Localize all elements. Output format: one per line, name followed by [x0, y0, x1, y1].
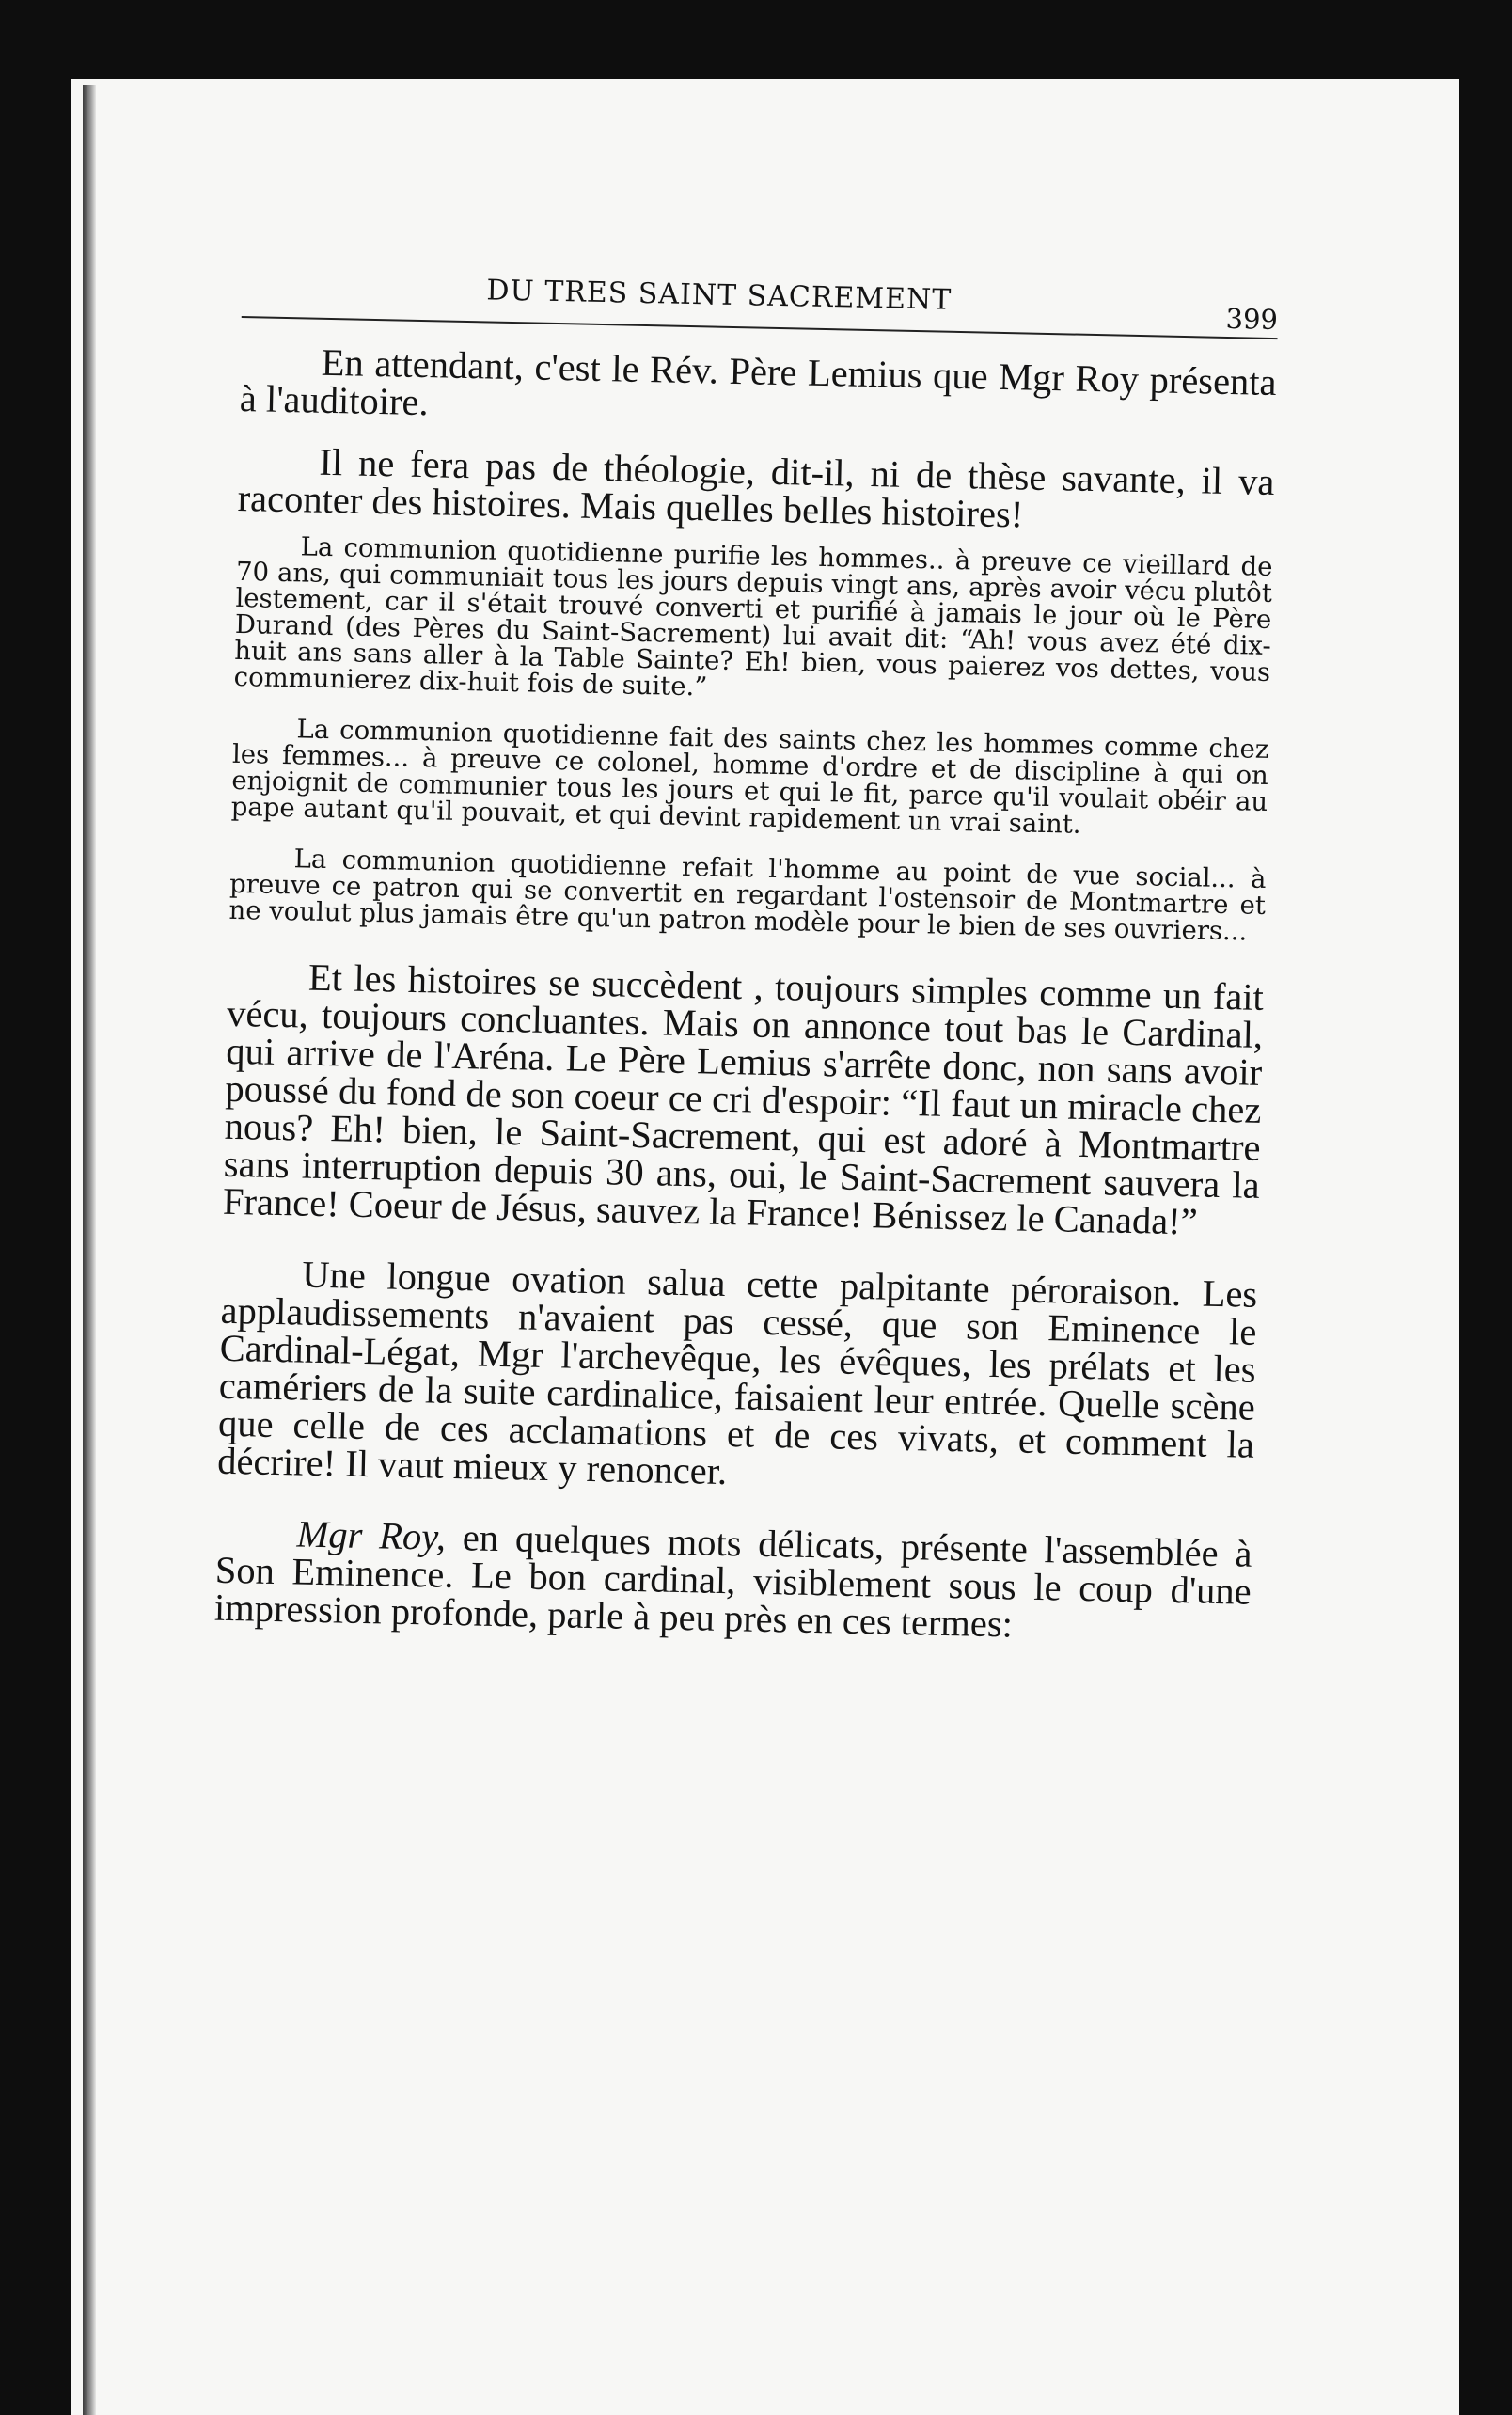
book-page	[214, 261, 1279, 1649]
paragraph: Il ne fera pas de théologie, dit-il, ni de thèse savante, il va raconter des histoires. Mais quelles belles histoires!	[237, 440, 1275, 536]
page-number: 399	[1225, 302, 1279, 337]
quoted-paragraph: La communion quotidienne fait des saints chez les hommes comme chez les femmes... à preuve ce colonel, homme d'ordre et de discipline à qui on enjoignit de communier tous les jours et qui le fit, parce qu'il voulait obéir au pape autant qu'il pouvait, et qui devint rapidement un vrai saint.	[230, 714, 1269, 840]
running-head: DU TRES SAINT SACREMENT	[486, 274, 953, 317]
paragraph: Et les histoires se succèdent , toujours simples comme un fait vécu, toujours concluantes. Mais on annonce tout bas le Cardinal, qui arrive de l'Aréna. Le Père Lemius s'arrête donc, non sans avoir poussé du fond de son coeur ce cri d'espoir: “Il faut un miracle chez nous? Eh! bien, le Saint-Sacrement, qui est adoré à Montmartre sans interruption depuis 30 ans, oui, le Saint-Sacrement sauvera la France! Coeur de Jésus, sauvez la France! Bénissez le Canada!”	[222, 955, 1265, 1243]
quoted-paragraph: La communion quotidienne purifie les hommes.. à preuve ce vieillard de 70 ans, qui communiait tous les jours depuis vingt ans, après avoir vécu plutôt lestement, car il s'était trouvé converti et purifié à jamais le jour où le Père Durand (des Pères du Saint-Sacrement) lui avait dit: “Ah! vous avez été dix-huit ans sans aller à la Table Sainte? Eh! bien, vous paierez vos dettes, vous communierez dix-huit fois de suite.”	[233, 531, 1273, 702]
book-gutter	[83, 85, 96, 2415]
paragraph: Une longue ovation salua cette palpitante péroraison. Les applaudissements n'avaient pas cessé, que son Eminence le Cardinal-Légat, Mgr l'archevêque, les évêques, les prélats et les camériers de la suite cardinalice, faisaient leur entrée. Quelle scène que celle de ces acclamations et de ces vivats, et comment la décrire! Il vaut mieux y renoncer.	[216, 1253, 1258, 1493]
final-paragraph	[214, 1514, 1252, 1649]
final-text: en quelques mots délicats, présente l'assemblée à Son Eminence. Le bon cardinal, visiblement sous le coup d'une impression profonde, parle à peu près en ces termes:	[213, 1515, 1252, 1646]
paragraph: En attendant, c'est le Rév. Père Lemius que Mgr Roy présenta à l'auditoire.	[239, 340, 1278, 424]
quoted-paragraph: La communion quotidienne refait l'homme au point de vue social... à preuve ce patron qui se convertit en regardant l'ostensoir de Montmartre et ne voulut plus jamais être qu'un patron modèle pour le bien de ses ouvriers...	[228, 844, 1267, 947]
speaker-name: Mgr Roy,	[296, 1512, 447, 1558]
